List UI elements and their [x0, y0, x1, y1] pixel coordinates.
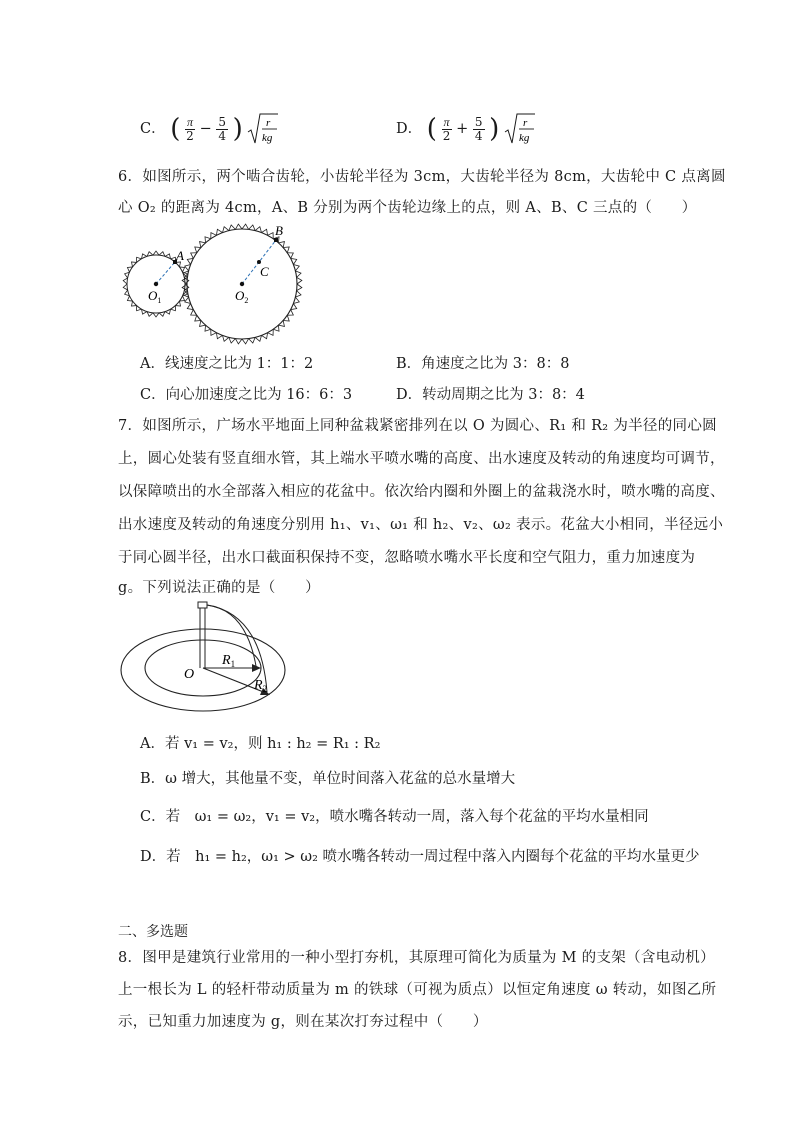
label-o1: $O_1$: [148, 288, 162, 305]
fraction-5-4: $\frac{5}{4}$: [218, 114, 227, 143]
q6-option-b: B．角速度之比为 3：8：8: [396, 356, 570, 372]
q5-option-c-label: C．: [140, 121, 166, 137]
left-paren: (: [170, 114, 181, 144]
label-r2: $R_2$: [254, 678, 268, 694]
operator: −: [199, 121, 212, 137]
label-o: O: [184, 667, 195, 682]
q7-option-d: D．若 h₁ = h₂，ω₁ > ω₂ 喷水嘴各转动一周过程中落入内圈每个花盆的平均水量更少: [140, 849, 700, 865]
right-paren: ): [489, 114, 500, 144]
fraction-5-4: $\frac{5}{4}$: [474, 114, 483, 143]
q5-option-c: [140, 112, 279, 146]
q7-sprinkler-figure: [118, 600, 298, 716]
q6-option-a: A．线速度之比为 1：1：2: [140, 356, 314, 372]
right-paren: ): [232, 114, 243, 144]
q6-text-line-1: 6．如图所示，两个啮合齿轮，小齿轮半径为 3cm，大齿轮半径为 8cm，大齿轮中 C 点离圆: [118, 169, 726, 185]
q7-text-line-5: 于同心圆半径，出水口截面积保持不变，忽略喷水嘴水平长度和空气阻力，重力加速度为: [118, 550, 696, 566]
sqrt-r-over-kg: [247, 112, 279, 146]
radius-o1-a: [156, 262, 175, 284]
section-heading-multiple-choice: 二、多选题: [118, 924, 188, 940]
q6-gears-figure: [118, 222, 318, 346]
sqrt-r-over-kg: [504, 112, 536, 146]
gear-tooth: [278, 242, 284, 248]
q7-text-line-6: g。下列说法正确的是（ ）: [118, 580, 320, 596]
svg-text:kg: kg: [518, 132, 530, 144]
point-o1: [154, 282, 158, 286]
left-paren: (: [426, 114, 437, 144]
label-b: B: [275, 223, 283, 238]
q7-option-a: A．若 v₁ = v₂，则 h₁ : h₂ = R₁ : R₂: [140, 736, 381, 752]
q6-option-c: C．向心加速度之比为 16：6：3: [140, 387, 353, 403]
operator: +: [456, 121, 469, 137]
q7-text-line-4: 出水速度及转动的角速度分别用 h₁、v₁、ω₁ 和 h₂、v₂、ω₂ 表示。花盆大小相同，半径远小: [118, 517, 724, 533]
q8-text-line-3: 示，已知重力加速度为 g，则在某次打夯过程中（ ）: [118, 1014, 488, 1030]
q7-option-c: C．若 ω₁ = ω₂，v₁ = v₂，喷水嘴各转动一周，落入每个花盆的平均水量相同: [140, 809, 649, 825]
q7-text-line-3: 以保障喷出的水全部落入相应的花盆中。依次给内圈和外圈上的盆栽浇水时，喷水嘴的高度、: [118, 484, 725, 500]
q5-option-d: [396, 112, 536, 146]
svg-text:kg: kg: [262, 132, 273, 144]
label-c: C: [260, 264, 269, 279]
q8-text-line-2: 上一根长为 L 的轻杆带动质量为 m 的铁球（可视为质点）以恒定角速度 ω 转动，如图乙所: [118, 982, 717, 998]
gear-tooth: [200, 242, 206, 248]
gear-tooth: [200, 320, 206, 326]
q7-option-b: B．ω 增大，其他量不变，单位时间落入花盆的总水量增大: [140, 771, 516, 787]
q6-option-d: D．转动周期之比为 3：8：4: [396, 387, 585, 403]
q8-text-line-1: 8．图甲是建筑行业常用的一种小型打夯机，其原理可简化为质量为 M 的支架（含电动机）: [118, 950, 715, 966]
point-b: [274, 238, 278, 242]
arrow-r1: [252, 664, 261, 672]
label-r1: $R_1$: [222, 653, 236, 669]
fraction-pi-2: $\frac{\pi}{2}$: [442, 114, 451, 143]
fraction-pi-2: $\frac{\pi}{2}$: [186, 114, 194, 143]
label-o2: $O_2$: [235, 288, 249, 305]
q7-text-line-1: 7．如图所示，广场水平地面上同种盆栽紧密排列在以 O 为圆心、R₁ 和 R₂ 为半径的同心圆: [118, 418, 717, 434]
gear-tooth: [278, 320, 284, 326]
q7-text-line-2: 上，圆心处装有竖直细水管，其上端水平喷水嘴的高度、出水速度及转动的角速度均可调节，: [118, 451, 725, 467]
point-o2: [240, 282, 244, 286]
svg-text:r: r: [266, 117, 271, 129]
q6-text-line-2: 心 O₂ 的距离为 4cm，A、B 分别为两个齿轮边缘上的点，则 A、B、C 三点的（ ）: [118, 200, 697, 216]
q5-option-d-label: D．: [396, 121, 423, 137]
sprinkler-nozzle: [198, 602, 207, 608]
svg-text:r: r: [522, 117, 528, 129]
label-a: A: [176, 248, 184, 263]
